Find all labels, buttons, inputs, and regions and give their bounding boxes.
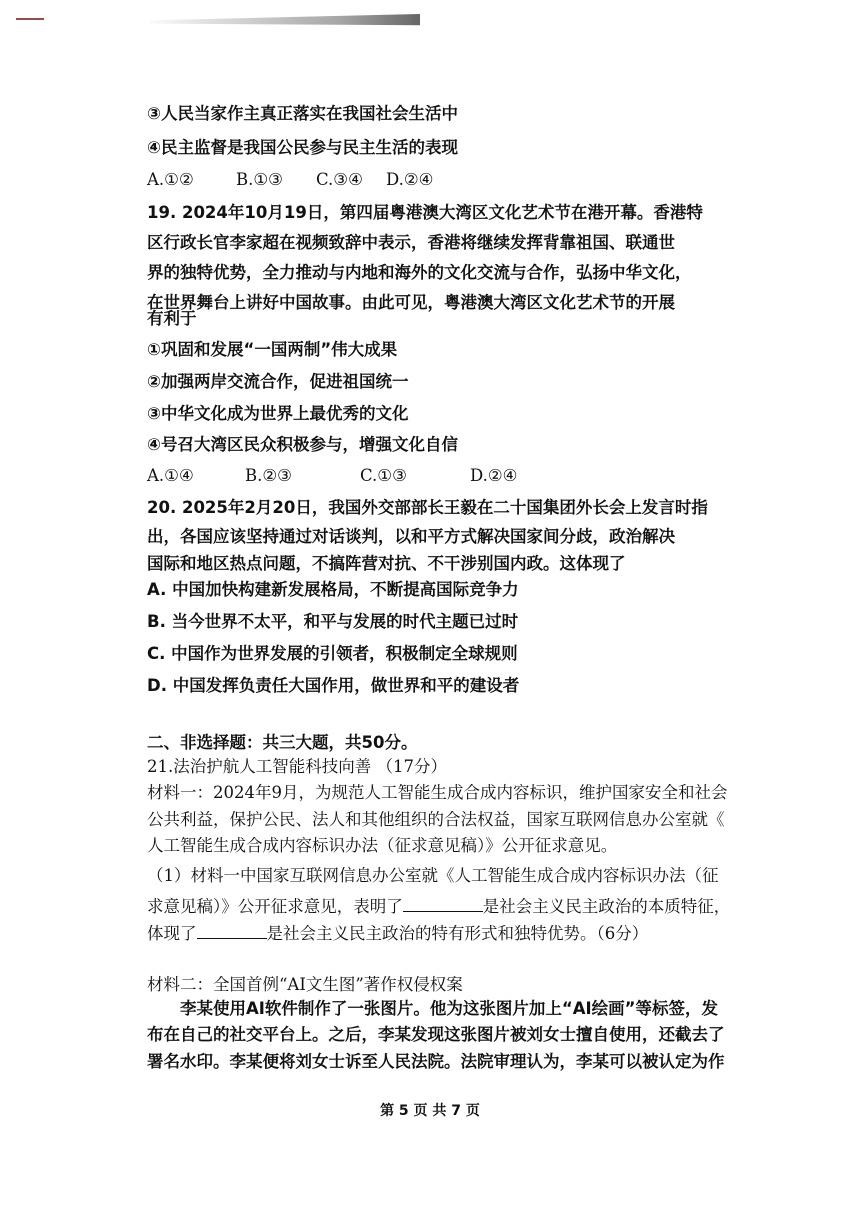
q21-sub1-text: 是社会主义民主政治的特有形式和独特优势。（6分）: [266, 924, 649, 943]
q19-option-d: D.②④: [470, 466, 518, 485]
q19-stem-line: 在世界舞台上讲好中国故事。由此可见，粤港澳大湾区文化艺术节的开展: [147, 293, 675, 312]
q19-item-4: ④号召大湾区民众积极参与，增强文化自信: [147, 435, 458, 454]
q20-stem-line: 国际和地区热点问题，不搞阵营对抗、不干涉别国内政。这体现了: [147, 554, 626, 573]
page-number: 第 5 页 共 7 页: [380, 1103, 480, 1119]
q18-option-c: C.③④: [316, 170, 363, 189]
q19-item-3: ③中华文化成为世界上最优秀的文化: [147, 404, 409, 423]
q21-sub1-text: 是社会主义民主政治的本质特征，: [482, 897, 731, 916]
q21-material1-line: 人工智能生成合成内容标识办法（征求意见稿）》公开征求意见。: [147, 836, 618, 855]
q20-option-c: C. 中国作为世界发展的引领者，积极制定全球规则: [147, 644, 518, 663]
q20-stem-line: 20. 2025年2月20日，我国外交部部长王毅在二十国集团外长会上发言时指: [147, 498, 708, 517]
q19-option-c: C.①③: [360, 466, 407, 485]
q19-stem-line: 19. 2024年10月19日，第四届粤港澳大湾区文化艺术节在港开幕。香港特: [147, 203, 703, 222]
answer-blank-2[interactable]: [197, 922, 267, 939]
q21-material2-line: 署名水印。李某便将刘女士诉至人民法院。法院审理认为，李某可以被认定为作: [147, 1052, 725, 1071]
q18-option-a: A.①②: [147, 170, 194, 189]
q21-sub1-line: [147, 895, 730, 917]
q20-stem-line: 出，各国应该坚持通过对话谈判，以和平方式解决国家间分歧，政治解决: [147, 527, 675, 546]
scan-smudge: [150, 14, 420, 30]
answer-blank-1[interactable]: [403, 895, 483, 912]
q19-stem-line: 界的独特优势，全力推动与内地和海外的文化交流与合作，弘扬中华文化，: [147, 263, 692, 282]
q21-material1-line: 材料一：2024年9月，为规范人工智能生成合成内容标识，维护国家安全和社会: [147, 783, 728, 802]
q21-sub1-text: 体现了: [147, 924, 197, 943]
q21-sub1-text: 求意见稿）》公开征求意见，表明了: [147, 897, 403, 916]
q21-material2-title: 材料二：全国首例“AI文生图”著作权侵权案: [147, 975, 463, 994]
q21-sub1-line: （1）材料一中国家互联网信息办公室就《人工智能生成合成内容标识办法（征: [147, 866, 719, 885]
q19-option-a: A.①④: [147, 466, 194, 485]
q21-title: 21.法治护航人工智能科技向善 （17分）: [147, 757, 447, 776]
q21-material2-line: 李某使用AI软件制作了一张图片。他为这张图片加上“AI绘画”等标签，发: [180, 999, 719, 1018]
q19-options: [147, 466, 517, 486]
q18-options: [147, 170, 433, 190]
q21-material2-line: 布在自己的社交平台上。之后，李某发现这张图片被刘女士擅自使用，还截去了: [147, 1025, 725, 1044]
q20-option-b: B. 当今世界不太平，和平与发展的时代主题已过时: [147, 612, 519, 631]
scan-mark: [16, 18, 44, 20]
q19-stem-line: 有利于: [147, 309, 197, 328]
section-heading: 二、非选择题：共三大题，共50分。: [147, 733, 418, 752]
q19-stem-line: 区行政长官李家超在视频致辞中表示，香港将继续发挥背靠祖国、联通世: [147, 233, 675, 252]
q21-sub1-line: [147, 922, 648, 944]
q21-material1-line: 公共利益，保护公民、法人和其他组织的合法权益，国家互联网信息办公室就《: [147, 810, 725, 829]
q18-item-3: ③人民当家作主真正落实在我国社会生活中: [147, 104, 458, 123]
q19-option-b: B.②③: [245, 466, 292, 485]
q18-item-4: ④民主监督是我国公民参与民主生活的表现: [147, 138, 458, 157]
q20-option-d: D. 中国发挥负责任大国作用，做世界和平的建设者: [147, 676, 520, 695]
q19-item-2: ②加强两岸交流合作，促进祖国统一: [147, 372, 409, 391]
q18-option-b: B.①③: [236, 170, 283, 189]
q18-option-d: D.②④: [386, 170, 434, 189]
q20-option-a: A. 中国加快构建新发展格局，不断提高国际竞争力: [147, 580, 519, 599]
q19-item-1: ①巩固和发展“一国两制”伟大成果: [147, 340, 398, 359]
